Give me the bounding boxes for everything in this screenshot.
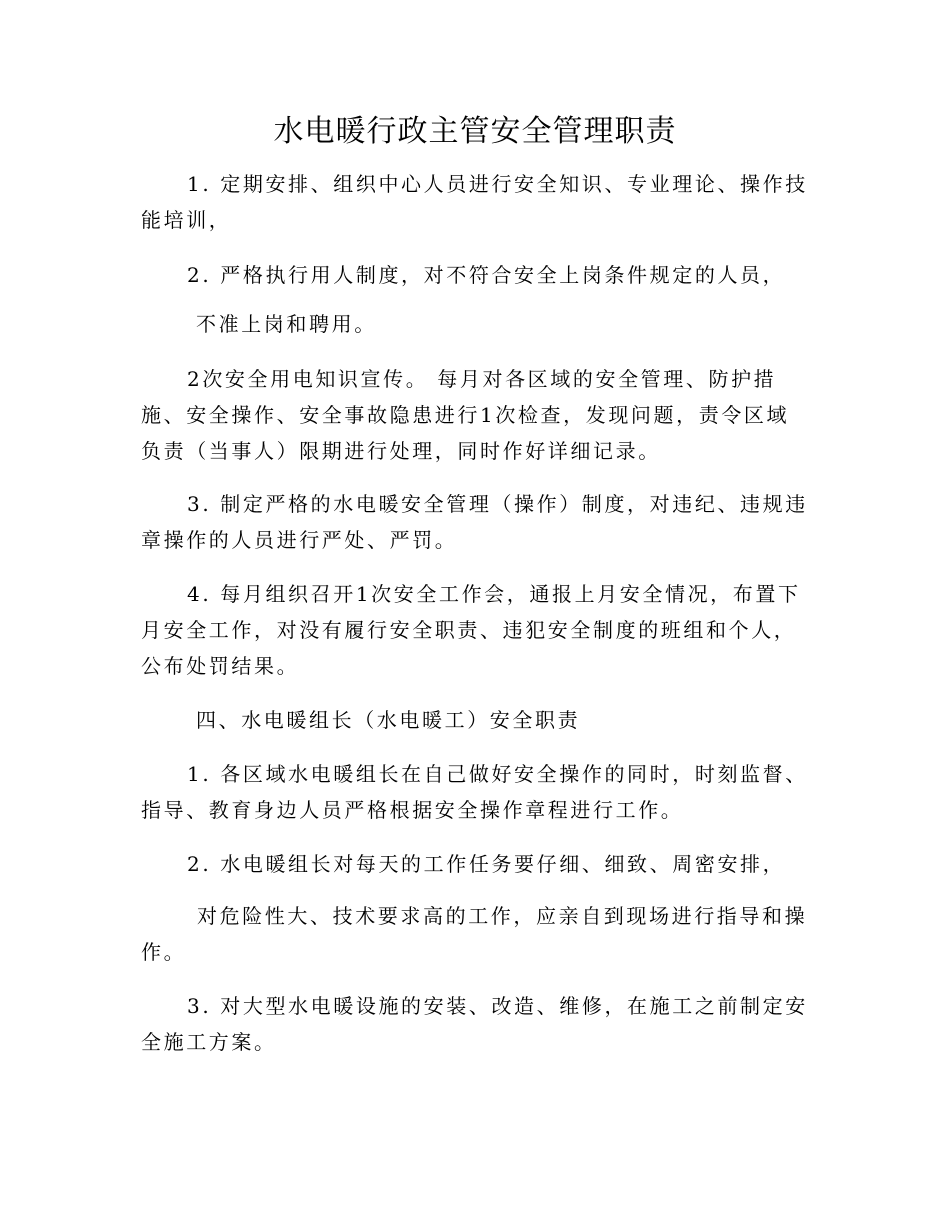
paragraph-8: 2. 水电暖组长对每天的工作任务要仔细、细致、周密安排， bbox=[187, 852, 786, 876]
paragraph-6: 4. 每月组织召开1次安全工作会，通报上月安全情况，布置下月安全工作，对没有履行安全职责、违犯安全制度的班组和个人，公布处罚结果。 bbox=[141, 582, 801, 678]
paragraph-5: 3. 制定严格的水电暖安全管理（操作）制度，对违纪、违规违章操作的人员进行严处、严罚。 bbox=[141, 492, 808, 552]
paragraph-7: 1. 各区域水电暖组长在自己做好安全操作的同时，时刻监督、指导、教育身边人员严格根据安全操作章程进行工作。 bbox=[141, 762, 808, 822]
paragraph-4: 2次安全用电知识宣传。 每月对各区域的安全管理、防护措施、安全操作、安全事故隐患进行1次检查，发现问题，责令区域负责（当事人）限期进行处理，同时作好详细记录。 bbox=[141, 367, 790, 463]
paragraph-1: 1. 定期安排、组织中心人员进行安全知识、专业理论、操作技能培训， bbox=[141, 172, 808, 232]
paragraph-2: 2. 严格执行用人制度，对不符合安全上岗条件规定的人员， bbox=[187, 263, 786, 287]
paragraph-10: 3. 对大型水电暖设施的安装、改造、维修，在施工之前制定安全施工方案。 bbox=[141, 994, 808, 1054]
paragraph-3: 不准上岗和聘用。 bbox=[196, 312, 377, 336]
document-title: 水电暖行政主管安全管理职责 bbox=[273, 114, 677, 149]
section-heading: 四、水电暖组长（水电暖工）安全职责 bbox=[196, 708, 581, 732]
paragraph-9: 对危险性大、技术要求高的工作，应亲自到现场进行指导和操作。 bbox=[141, 904, 808, 964]
